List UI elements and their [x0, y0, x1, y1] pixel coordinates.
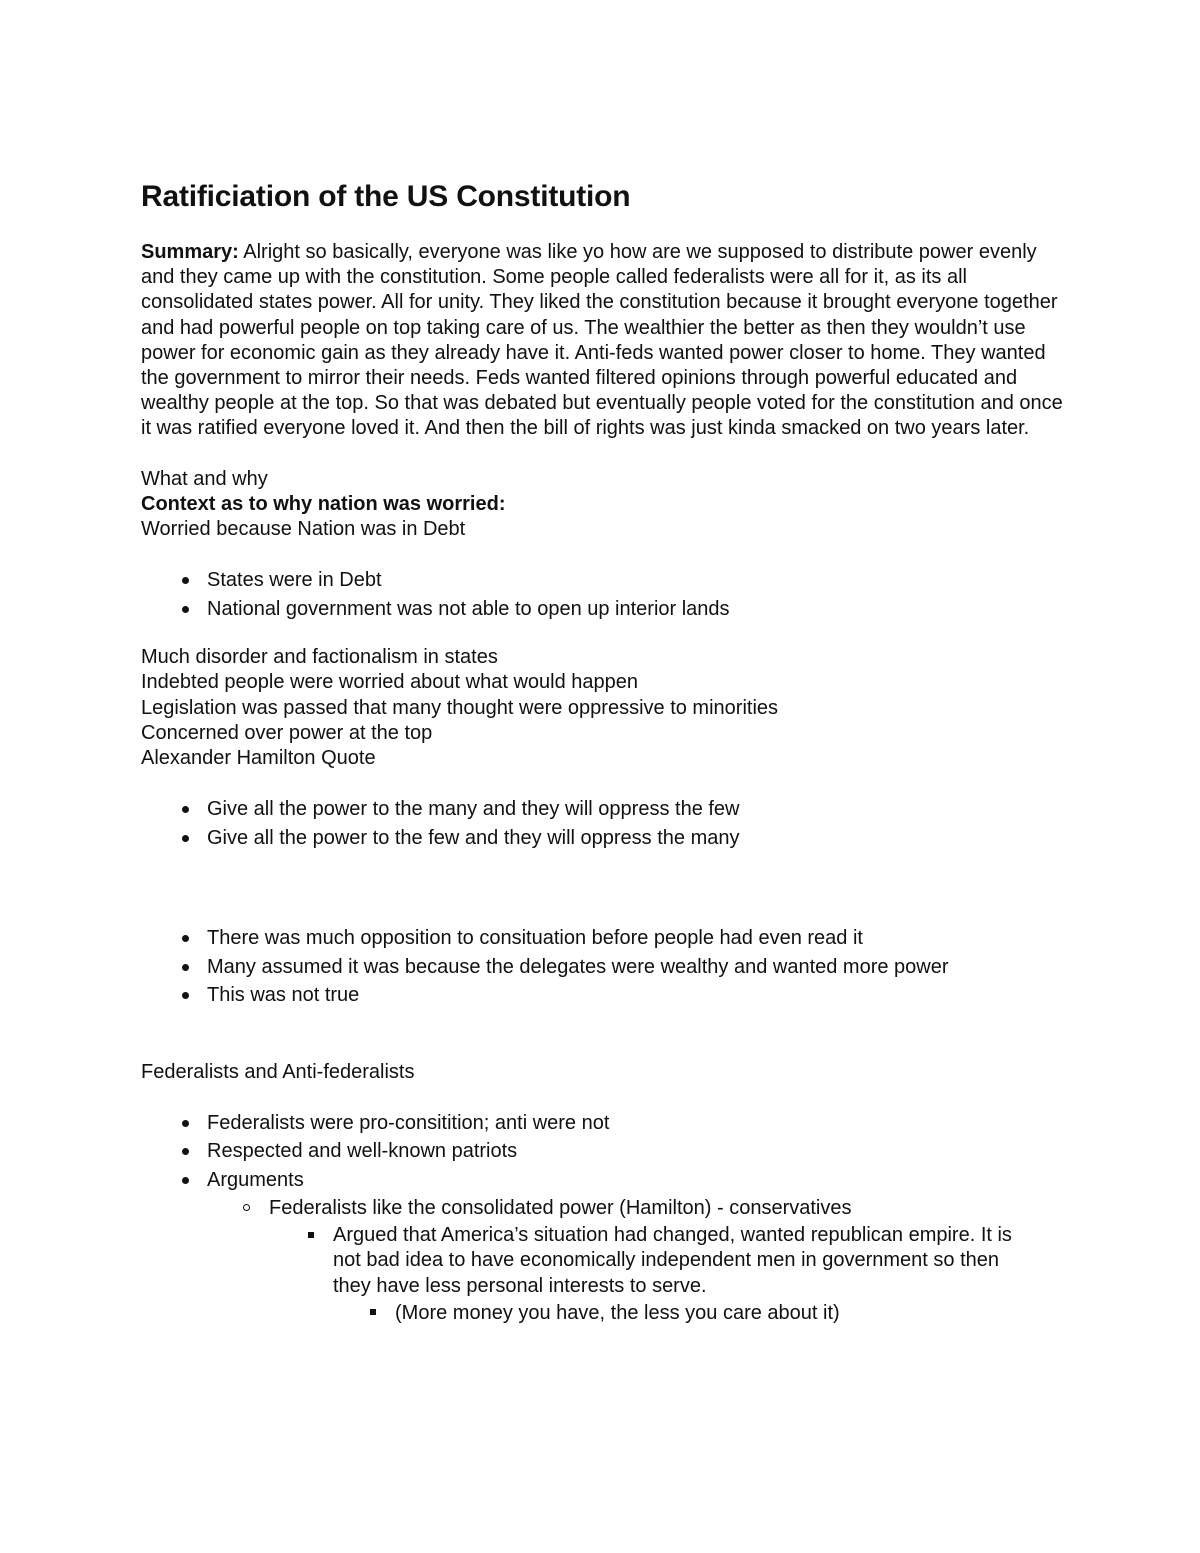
- document-page: [141, 178, 1071, 1327]
- hamilton-bullet-list: [141, 795, 1071, 852]
- summary-label: Summary:: [141, 241, 239, 263]
- context-heading: Context as to why nation was worried:: [141, 492, 506, 515]
- disorder-line: Indebted people were worried about what would happen: [141, 671, 639, 694]
- disorder-line: Alexander Hamilton Quote: [141, 747, 376, 770]
- disorder-line: Concerned over power at the top: [141, 721, 433, 744]
- debt-bullet-list: [141, 566, 1071, 623]
- federalists-heading: Federalists and Anti-federalists: [141, 1060, 415, 1083]
- debt-line: Worried because Nation was in Debt: [141, 518, 466, 541]
- summary-paragraph: [141, 240, 1071, 442]
- document-title: Ratificiation of the US Constitution: [141, 180, 631, 213]
- list-item: Argued that America’s situation had changed, wanted republican empire. It is not bad idea to have economically independent men in government so then they have less personal interests to serve.: [141, 1223, 1071, 1300]
- list-item: This was not true: [141, 981, 1071, 1010]
- list-item: Give all the power to the few and they will oppress the many: [141, 824, 1071, 853]
- disorder-line: Legislation was passed that many thought were oppressive to minorities: [141, 696, 779, 719]
- federalists-sub-list: [141, 1194, 1071, 1223]
- list-item: There was much opposition to consituation before people had even read it: [141, 924, 1071, 953]
- list-item: Respected and well-known patriots: [141, 1137, 1071, 1166]
- list-item: Federalists were pro-consitition; anti were not: [141, 1109, 1071, 1138]
- disorder-line: Much disorder and factionalism in states: [141, 646, 498, 669]
- federalists-bullet-list: [141, 1109, 1071, 1195]
- list-item: Give all the power to the many and they will oppress the few: [141, 795, 1071, 824]
- what-and-why-line: What and why: [141, 467, 268, 490]
- list-item: Federalists like the consolidated power (Hamilton) - conservatives: [141, 1194, 1071, 1223]
- federalists-subsub-list: [141, 1223, 1071, 1300]
- opposition-bullet-list: [141, 924, 1071, 1010]
- list-item: Many assumed it was because the delegates were wealthy and wanted more power: [141, 953, 1071, 982]
- list-item: National government was not able to open up interior lands: [141, 595, 1071, 624]
- list-item: (More money you have, the less you care about it): [141, 1299, 1071, 1327]
- list-item: Arguments: [141, 1166, 1071, 1195]
- summary-text: Alright so basically, everyone was like yo how are we supposed to distribute power evenly and they came up with the constitution. Some people called federalists were all for it, as its all consolidated states power. All for unity. They liked the constitution because it brought everyone together and had powerful people on top taking care of us. The wealthier the better as then they wouldn’t use power for economic gain as they already have it. Anti-feds wanted power closer to home. They wanted the government to mirror their needs. Feds wanted filtered opinions through powerful educated and wealthy people at the top. So that was debated but eventually people voted for the constitution and once it was ratified everyone loved it. And then the bill of rights was just kinda smacked on two years later.: [141, 241, 1063, 440]
- list-item: States were in Debt: [141, 566, 1071, 595]
- federalists-subsubsub-list: [141, 1299, 1071, 1327]
